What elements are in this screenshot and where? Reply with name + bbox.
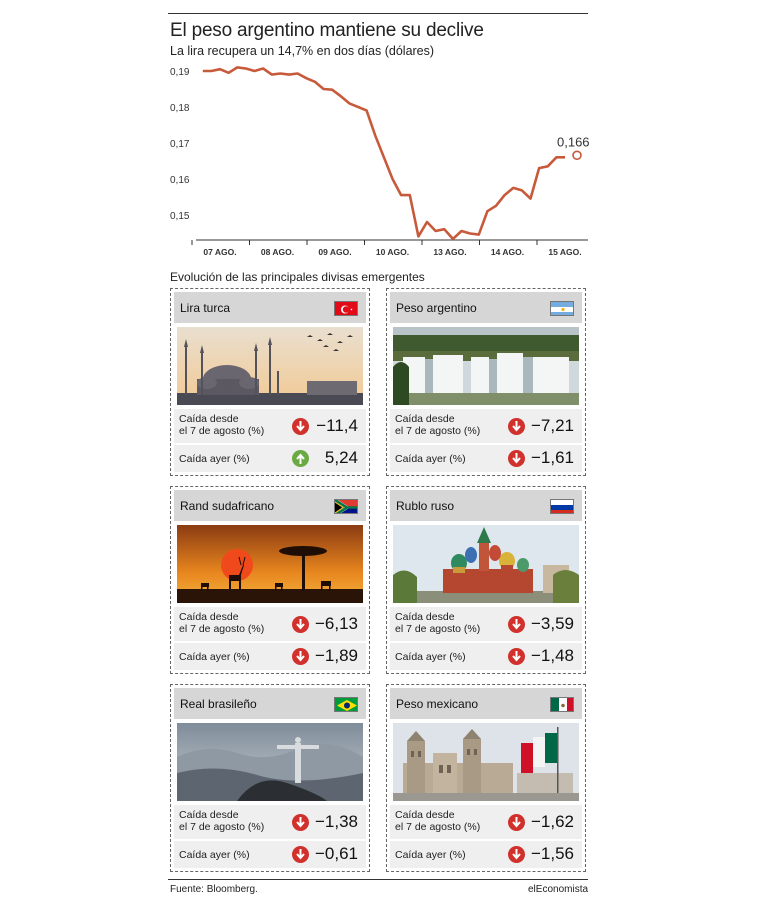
card-currency-name: Peso mexicano — [396, 697, 479, 711]
x-tick-label: 07 AGO. — [203, 247, 237, 257]
currency-card-rand-sudafricano — [170, 486, 370, 674]
x-tick-label: 13 AGO. — [433, 247, 467, 257]
drop-yesterday-row — [390, 445, 582, 472]
christ-redeemer-photo — [177, 723, 363, 801]
drop-since-value: −1,62 — [530, 812, 574, 831]
series-line — [203, 67, 565, 239]
currency-card-lira-turca — [170, 288, 370, 476]
card-header — [174, 490, 366, 521]
currency-card-rublo-ruso — [386, 486, 586, 674]
drop-since-value: −11,4 — [316, 416, 358, 435]
drop-yesterday-label: Caída ayer (%) — [395, 453, 466, 465]
arrow-down-icon — [508, 450, 525, 467]
istanbul-mosque-photo — [177, 327, 363, 405]
russia-flag-icon — [550, 499, 574, 514]
x-tick-label: 09 AGO. — [318, 247, 352, 257]
card-header — [390, 490, 582, 521]
card-header — [174, 688, 366, 719]
chart-subtitle: La lira recupera un 14,7% en dos días (dólares) — [170, 44, 435, 58]
drop-since-label: Caída desde el 7 de agosto (%) — [179, 809, 265, 833]
arrow-down-icon — [292, 616, 309, 633]
drop-since-aug7-row — [390, 607, 582, 641]
drop-yesterday-label: Caída ayer (%) — [179, 651, 250, 663]
currency-card-real-brasileno — [170, 684, 370, 872]
arrow-down-icon — [292, 418, 309, 435]
drop-since-label: Caída desde el 7 de agosto (%) — [179, 413, 265, 437]
drop-since-value: −6,13 — [314, 614, 358, 633]
drop-yesterday-label: Caída ayer (%) — [179, 453, 250, 465]
drop-yesterday-row — [390, 643, 582, 670]
drop-yesterday-label: Caída ayer (%) — [395, 651, 466, 663]
drop-since-value: −1,38 — [314, 812, 358, 831]
drop-yesterday-value: −1,61 — [530, 448, 574, 467]
iguazu-falls-photo — [393, 327, 579, 405]
arrow-down-icon — [508, 846, 525, 863]
chart-title: El peso argentino mantiene su declive — [170, 20, 484, 41]
currency-card-peso-mexicano — [386, 684, 586, 872]
drop-since-label: Caída desde el 7 de agosto (%) — [395, 809, 481, 833]
drop-yesterday-value: −1,56 — [530, 844, 574, 863]
drop-since-aug7-row — [390, 805, 582, 839]
drop-since-label: Caída desde el 7 de agosto (%) — [395, 611, 481, 635]
arrow-down-icon — [508, 616, 525, 633]
end-value-label: 0,166 — [557, 134, 590, 150]
line-chart — [168, 58, 590, 263]
x-tick-label: 10 AGO. — [375, 247, 410, 257]
turkey-flag-icon — [334, 301, 358, 316]
drop-since-label: Caída desde el 7 de agosto (%) — [395, 413, 481, 437]
drop-yesterday-row — [174, 643, 366, 670]
drop-yesterday-value: −1,89 — [314, 646, 358, 665]
section-title: Evolución de las principales divisas emergentes — [170, 270, 425, 284]
card-currency-name: Peso argentino — [396, 301, 477, 315]
drop-since-aug7-row — [174, 805, 366, 839]
drop-since-value: −7,21 — [530, 416, 574, 435]
arrow-down-icon — [292, 846, 309, 863]
end-point-marker — [573, 151, 581, 159]
south-africa-flag-icon — [334, 499, 358, 514]
brand-logo-text: elEconomista — [528, 884, 589, 895]
x-tick-label: 15 AGO. — [548, 247, 582, 257]
drop-since-aug7-row — [174, 607, 366, 641]
drop-yesterday-value: 5,24 — [324, 448, 358, 467]
saint-basil-photo — [393, 525, 579, 603]
drop-since-value: −3,59 — [530, 614, 574, 633]
arrow-down-icon — [292, 648, 309, 665]
mexico-flag-icon — [550, 697, 574, 712]
y-tick-label: 0,18 — [170, 102, 190, 114]
card-header — [174, 292, 366, 323]
brazil-flag-icon — [334, 697, 358, 712]
card-currency-name: Rublo ruso — [396, 499, 455, 513]
card-header — [390, 688, 582, 719]
y-tick-label: 0,19 — [170, 66, 190, 78]
card-currency-name: Rand sudafricano — [180, 499, 275, 513]
bottom-rule — [168, 879, 588, 880]
drop-yesterday-label: Caída ayer (%) — [395, 849, 466, 861]
arrow-down-icon — [292, 814, 309, 831]
drop-since-aug7-row — [390, 409, 582, 443]
card-currency-name: Real brasileño — [180, 697, 257, 711]
card-currency-name: Lira turca — [180, 301, 231, 315]
y-tick-label: 0,16 — [170, 174, 190, 186]
source-note: Fuente: Bloomberg. — [170, 884, 258, 895]
card-header — [390, 292, 582, 323]
drop-since-aug7-row — [174, 409, 366, 443]
drop-yesterday-value: −1,48 — [530, 646, 574, 665]
arrow-up-icon — [292, 450, 309, 467]
savanna-sunset-photo — [177, 525, 363, 603]
arrow-down-icon — [508, 648, 525, 665]
mexico-city-zocalo-photo — [393, 723, 579, 801]
top-rule — [168, 13, 588, 14]
arrow-down-icon — [508, 418, 525, 435]
drop-yesterday-label: Caída ayer (%) — [179, 849, 250, 861]
drop-since-label: Caída desde el 7 de agosto (%) — [179, 611, 265, 635]
y-tick-label: 0,15 — [170, 210, 190, 222]
drop-yesterday-row — [390, 841, 582, 868]
arrow-down-icon — [508, 814, 525, 831]
x-tick-label: 14 AGO. — [490, 247, 525, 257]
drop-yesterday-row — [174, 445, 366, 472]
currency-card-peso-argentino — [386, 288, 586, 476]
argentina-flag-icon — [550, 301, 574, 316]
drop-yesterday-row — [174, 841, 366, 868]
drop-yesterday-value: −0,61 — [314, 844, 358, 863]
x-tick-label: 08 AGO. — [260, 247, 295, 257]
y-tick-label: 0,17 — [170, 138, 190, 150]
